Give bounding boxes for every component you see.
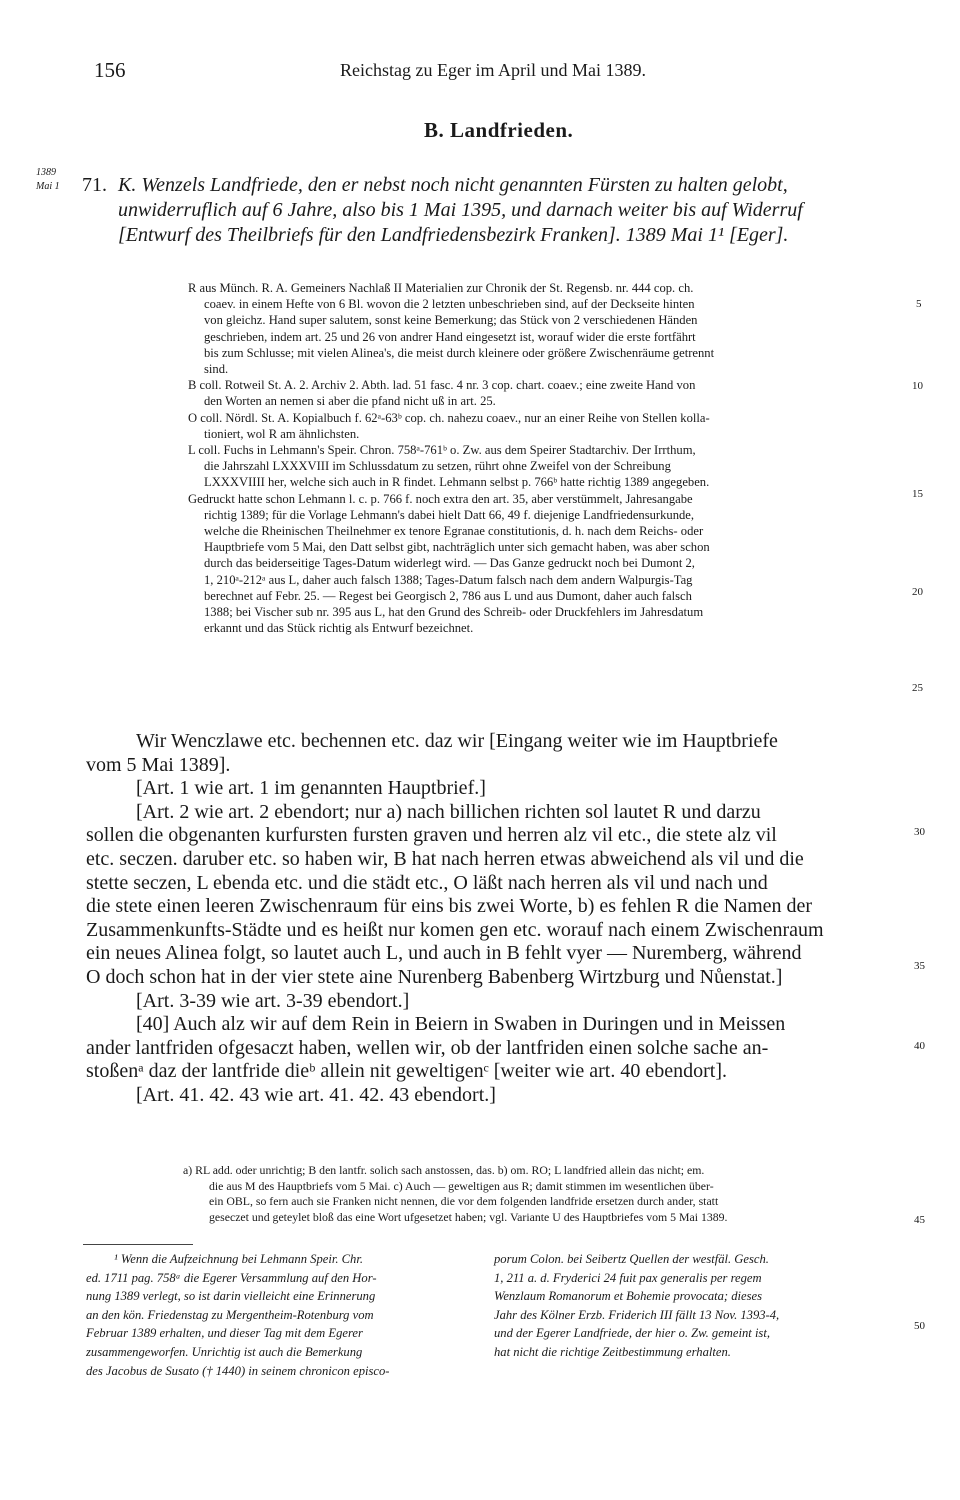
body-line: stoßenᵃ daz der lantfride dieᵇ allein nit geweltigenᶜ [weiter wie art. 40 ebendort]. <box>86 1060 727 1083</box>
footnote-rule <box>83 1244 193 1245</box>
footnote-line: an den kön. Friedenstag zu Mergentheim-Rotenburg vom <box>86 1307 374 1322</box>
footnote-line: 1, 211 a. d. Fryderici 24 fuit pax generalis per regem <box>494 1270 762 1285</box>
source-line: LXXXVIIII her, welche sich auch in R findet. Lehmann selbst p. 766ᵇ hatte richtig 1389 angegeben. <box>204 475 710 490</box>
body-line: [Art. 2 wie art. 2 ebendort; nur a) nach billichen richten sol lautet R und darzu <box>136 800 761 823</box>
source-line: coaev. in einem Hefte von 6 Bl. wovon die 2 letzten unbeschrieben sind, auf der Deckseite hinten <box>204 297 695 312</box>
source-line: 1, 210ᵃ-212ᵃ aus L, daher auch falsch 1388; Tages-Datum falsch nach dem andern Walpurgis-Tag <box>204 572 693 587</box>
document-number: 71. <box>82 174 107 196</box>
title-line: [Entwurf des Theilbriefs für den Landfriedensbezirk Franken]. 1389 Mai 1¹ [Eger]. <box>118 224 789 246</box>
footnote-line: hat nicht die richtige Zeitbestimmung erhalten. <box>494 1345 731 1359</box>
footnote-line: nung 1389 verlegt, so ist darin vielleicht eine Erinnerung <box>86 1289 376 1304</box>
body-line: etc. seczen. daruber etc. so haben wir, B hat nach herren etwas abweichend als vil und die <box>86 848 804 870</box>
line-number: 5 <box>916 298 922 310</box>
body-line: [Art. 1 wie art. 1 im genannten Hauptbrief.] <box>136 777 486 800</box>
footnote-line: und der Egerer Landfriede, der hier o. Zw. gemeint ist, <box>494 1326 770 1341</box>
body-line: die stete einen leeren Zwischenraum für eins bis zwei Worte, b) es fehlen R die Namen der <box>86 895 813 918</box>
title-line: unwiderruflich auf 6 Jahre, also bis 1 Mai 1395, und darnach weiter bis auf Widerruf <box>118 199 803 221</box>
body-line: ander lantfriden ofgesaczt haben, wellen wir, ob der lantfriden einen solche sache an- <box>86 1036 769 1059</box>
source-line: Gedruckt hatte schon Lehmann l. c. p. 766 f. noch extra den art. 35, aber verstümmelt, Jahresangabe <box>188 491 693 506</box>
margin-date-note <box>36 166 60 194</box>
source-line: berechnet auf Febr. 25. — Regest bei Georgisch 2, 786 aus L und aus Dumont, daher auch falsch <box>204 588 692 603</box>
margin-note-year: 1389 <box>36 167 56 178</box>
source-line: R aus Münch. R. A. Gemeiners Nachlaß II Materialien zur Chronik der St. Regensb. nr. 444 cop. ch. <box>188 281 694 295</box>
running-head: Reichstag zu Eger im April und Mai 1389. <box>340 60 646 80</box>
body-line: [Art. 41. 42. 43 wie art. 41. 42. 43 ebendort.] <box>136 1084 496 1106</box>
body-line: O doch schon hat in der vier stete aine Nurenberg Babenberg Wirtzburg und Nůenstat.] <box>86 966 783 988</box>
body-line: [40] Auch alz wir auf dem Rein in Beiern in Swaben in Duringen und in Meissen <box>136 1013 786 1036</box>
page-number: 156 <box>94 58 126 82</box>
source-line: geschrieben, indem art. 25 und 26 von andrer Hand eingesetzt ist, worauf wider die erste fortfährt <box>204 329 696 344</box>
line-number: 25 <box>912 682 923 694</box>
source-line: die Jahrszahl LXXXVIII im Schlussdatum zu setzen, rührt ohne Zweifel von der Schreibung <box>204 459 671 474</box>
source-line: L coll. Fuchs in Lehmann's Speir. Chron. 758ᵃ-761ᵇ o. Zw. aus dem Speirer Stadtarchiv. Der Irrthum, <box>188 443 696 457</box>
line-number: 20 <box>912 586 923 598</box>
apparatus-line: die aus M des Hauptbriefs vom 5 Mai. c) Auch — geweltigen aus R; damit stimmen im wesentlichen über- <box>209 1178 714 1193</box>
body-line: Wir Wenczlawe etc. bechennen etc. daz wir [Eingang weiter wie im Hauptbriefe <box>136 730 778 752</box>
line-number: 35 <box>914 960 925 972</box>
footnote-line: ¹ Wenn die Aufzeichnung bei Lehmann Speir. Chr. <box>114 1252 363 1266</box>
margin-note-day: Mai 1 <box>36 181 60 192</box>
apparatus-line: a) RL add. oder unrichtig; B den lantfr. solich sach anstossen, das. b) om. RO; L landfried allein das nicht; em. <box>183 1163 705 1177</box>
apparatus-line: geseczet und geteylet bloß das eine Wort ufgesetzet haben; vgl. Variante U des Hauptbriefes vom 5 Mai 1389. <box>209 1209 728 1224</box>
title-line: K. Wenzels Landfriede, den er nebst noch nicht genannten Fürsten zu halten gelobt, <box>118 174 788 196</box>
source-line: tioniert, wol R am ähnlichsten. <box>204 426 360 441</box>
line-number: 50 <box>914 1320 925 1332</box>
footnote-line: porum Colon. bei Seibertz Quellen der westfäl. Gesch. <box>494 1252 769 1266</box>
body-line: stette seczen, L ebenda etc. und die städt etc., O läßt nach herren als vil und nach und <box>86 871 768 894</box>
source-line: richtig 1389; für die Vorlage Lehmann's dabei hielt Datt 66, 49 f. diejenige Landfriedensurkunde, <box>204 507 695 522</box>
source-line: welche die Rheinischen Theilnehmer ex tenore Egranae constitutionis, d. h. nach dem Reichs- oder <box>204 524 704 538</box>
source-line: B coll. Rotweil St. A. 2. Archiv 2. Abth. lad. 51 fasc. 4 nr. 3 cop. chart. coaev.; eine zweite Hand von <box>188 378 696 393</box>
body-line: vom 5 Mai 1389]. <box>86 753 231 776</box>
apparatus-line: ein OBL, so fern auch sie Franken nicht nennen, die vor dem folgenden landfride ersetzen durch ander, statt <box>209 1194 719 1208</box>
source-line: O coll. Nördl. St. A. Kopialbuch f. 62ᵃ-63ᵇ cop. ch. nahezu coaev., nur an einer Reihe von Stellen kolla- <box>188 410 710 425</box>
line-number: 15 <box>912 488 923 500</box>
body-line: Zusammenkunfts-Städte und es heißt nur komen gen etc. worauf nach einem Zwischenraum <box>86 918 824 941</box>
source-line: bis zum Schlusse; mit vielen Alinea's, die meist durch kleinere oder größere Zwischenräume getrennt <box>204 345 715 360</box>
body-line: ein neues Alinea folgt, so lautet auch L, und auch in B fehlt vyer — Nuremberg, während <box>86 942 802 965</box>
footnote-line: Februar 1389 erhalten, und dieser Tag mit dem Egerer <box>86 1326 363 1341</box>
footnote-line: Wenzlaum Romanorum et Bohemie provocata; dieses <box>494 1289 763 1304</box>
line-number: 45 <box>914 1214 925 1226</box>
line-number: 30 <box>914 826 925 838</box>
source-line: sind. <box>204 362 229 376</box>
source-line: den Worten an nemen si aber die pfand nicht uß in art. 25. <box>204 394 496 409</box>
footnote-line: ed. 1711 pag. 758ᵃ die Egerer Versammlung auf den Hor- <box>86 1270 377 1285</box>
body-line: sollen die obgenanten kurfursten fursten graven und herren alz vil etc., die stete alz vil <box>86 824 777 847</box>
body-line: [Art. 3-39 wie art. 3-39 ebendort.] <box>136 989 410 1012</box>
source-line: durch das beiderseitige Tages-Datum widerlegt wird. — Das Ganze gedruckt noch bei Dumont 2, <box>204 556 695 571</box>
line-number: 40 <box>914 1040 925 1052</box>
source-line: 1388; bei Vischer sub nr. 395 aus L, hat den Grund des Schreib- oder Druckfehlers im Jahresdatum <box>204 605 704 619</box>
footnote-line: zusammengeworfen. Unrichtig ist auch die Bemerkung <box>86 1345 363 1359</box>
line-number: 10 <box>912 380 923 392</box>
footnote-line: des Jacobus de Susato († 1440) in seinem chronicon episco- <box>86 1363 390 1378</box>
source-line: erkannt und das Stück richtig als Entwurf bezeichnet. <box>204 621 474 636</box>
footnote-line: Jahr des Kölner Erzb. Friderich III fällt 13 Nov. 1393-4, <box>494 1307 780 1322</box>
source-line: Hauptbriefe vom 5 Mai, den Datt selbst gibt, nachträglich unter sich gemacht haben, was aber schon <box>204 540 710 555</box>
source-line: von gleichz. Hand super salutem, sonst keine Bemerkung; das Stück von 2 verschiedenen Händen <box>204 313 698 328</box>
section-heading: B. Landfrieden. <box>424 118 574 142</box>
